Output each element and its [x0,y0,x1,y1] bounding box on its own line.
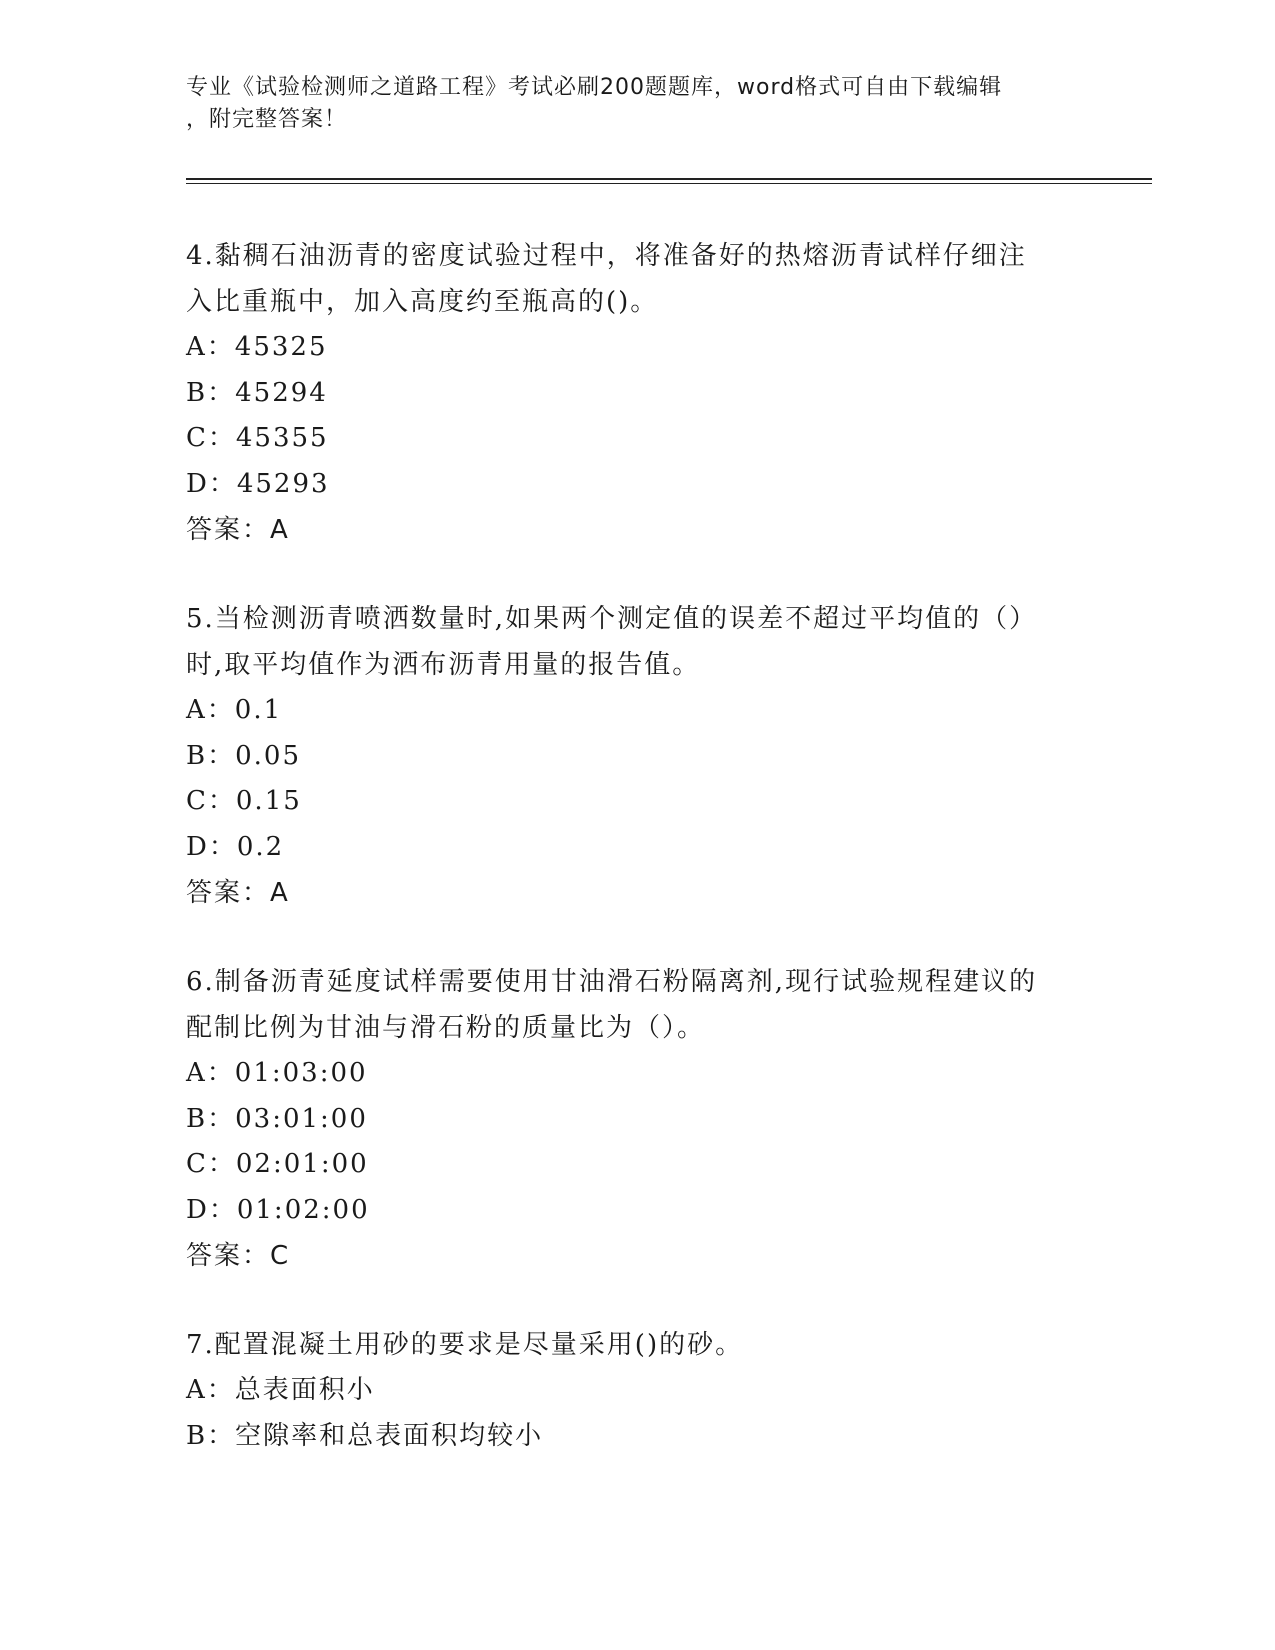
question-6 [186,959,1086,1279]
option-d: D：45293 [186,468,330,499]
option-c: C：45355 [186,423,329,453]
option-b: B：空隙率和总表面积均较小 [186,1420,544,1451]
header-divider [186,178,1152,184]
option-b: B：45294 [186,377,328,408]
question-stem: 4.黏稠石油沥青的密度试验过程中，将准备好的热熔沥青试样仔细注 [186,241,1027,271]
question-stem: 入比重瓶中，加入高度约至瓶高的()。 [186,287,659,317]
question-stem: 时,取平均值作为洒布沥青用量的报告值。 [186,650,701,680]
question-stem: 5.当检测沥青喷洒数量时,如果两个测定值的误差不超过平均值的（） [186,604,1038,634]
option-a: A：总表面积小 [186,1375,375,1405]
header-title-line2: ，附完整答案！ [186,107,348,132]
question-7 [186,1322,1086,1459]
question-4 [186,233,1086,553]
option-c: C：0.15 [186,786,302,816]
option-a: A：45325 [186,332,328,362]
option-b: B：03:01:00 [186,1103,368,1134]
question-stem: 配制比例为甘油与滑石粉的质量比为（）。 [186,1013,706,1043]
question-stem: 7.配置混凝土用砂的要求是尽量采用()的砂。 [186,1330,744,1360]
option-b: B：0.05 [186,740,301,771]
answer: 答案：A [186,515,290,545]
option-a: A：0.1 [186,695,283,725]
option-d: D：01:02:00 [186,1194,370,1225]
option-c: C：02:01:00 [186,1149,369,1179]
answer: 答案：C [186,1241,291,1271]
option-d: D：0.2 [186,831,285,862]
document-header [186,72,1066,136]
question-5 [186,596,1086,916]
option-a: A：01:03:00 [186,1058,368,1088]
answer: 答案：A [186,878,290,908]
header-title-line1: 专业《试验检测师之道路工程》考试必刷200题题库，word格式可自由下载编辑 [186,75,1003,100]
question-stem: 6.制备沥青延度试样需要使用甘油滑石粉隔离剂,现行试验规程建议的 [186,967,1038,997]
